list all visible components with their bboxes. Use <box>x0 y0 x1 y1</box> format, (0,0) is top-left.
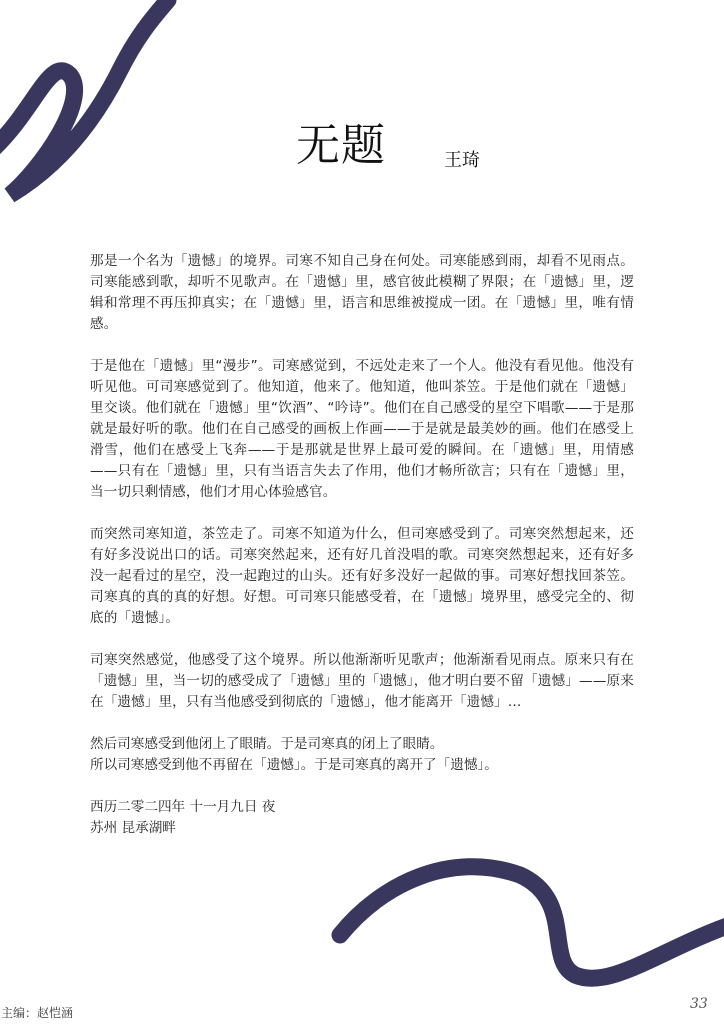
closing-line: 然后司寒感受到他闭上了眼睛。于是司寒真的闭上了眼睛。 <box>90 736 444 752</box>
page-number: 33 <box>690 996 708 1012</box>
paragraph: 司寒突然感觉，他感受了这个境界。所以他渐渐听见歌声；他渐渐看见雨点。原来只有在「遗憾」里，当一切的感受成了「遗憾」里的「遗憾」，他才明白要不留「遗憾」——原来在「遗憾」里，只有当他感受到彻底的「遗憾」，他才能离开「遗憾」… <box>90 652 634 710</box>
paragraph: 而突然司寒知道，茶笠走了。司寒不知道为什么，但司寒感受到了。司寒突然想起来，还有好多没说出口的话。司寒突然起来，还有好几首没唱的歌。司寒突然想起来，还有好多没一起看过的星空，没一起跑过的山头。还有好多没好一起做的事。司寒好想找回茶笠。司寒真的真的真的好想。好想。可司寒只能感受着，在「遗憾」境界里，感受完全的、彻底的「遗憾」。 <box>90 526 634 626</box>
paragraph: 于是他在「遗憾」里“漫步”。司寒感觉到，不远处走来了一个人。他没有看见他。他没有听见他。可司寒感觉到了。他知道，他来了。他知道，他叫茶笠。于是他们就在「遗憾」里交谈。他们就在「遗憾」里“饮酒”、“吟诗”。他们在自己感受的星空下唱歌——于是那就是最好听的歌。他们在自己感受的画板上作画——于是就是最美妙的画。他们在感受上滑雪，他们在感受上飞奔——于是那就是世界上最可爱的瞬间。在「遗憾」里，用情感——只有在「遗憾」里，只有当语言失去了作用，他们才畅所欲言；只有在「遗憾」里，当一切只剩情感，他们才用心体验感官。 <box>90 358 634 500</box>
closing-lines <box>90 734 634 776</box>
bottom-right-swirl <box>340 867 724 979</box>
signature-date: 西历二零二四年 十一月九日 夜 <box>90 799 276 815</box>
editor-credit: 主编：赵恺涵 <box>1 1006 74 1020</box>
closing-line: 所以司寒感受到他不再留在「遗憾」。于是司寒真的离开了「遗憾」。 <box>90 757 498 773</box>
signature-block <box>90 797 634 839</box>
signature-place: 苏州 昆承湖畔 <box>90 820 176 836</box>
top-left-swirl <box>0 0 168 195</box>
article-body <box>90 251 634 839</box>
paragraph: 那是一个名为「遗憾」的境界。司寒不知自己身在何处。司寒能感到雨，却看不见雨点。司寒能感到歌，却听不见歌声。在「遗憾」里，感官彼此模糊了界限；在「遗憾」里，逻辑和常理不再压抑真实；在「遗憾」里，语言和思维被搅成一团。在「遗憾」里，唯有情感。 <box>90 253 634 332</box>
poem-title: 无题 <box>296 120 386 171</box>
author-name: 王琦 <box>444 150 480 171</box>
